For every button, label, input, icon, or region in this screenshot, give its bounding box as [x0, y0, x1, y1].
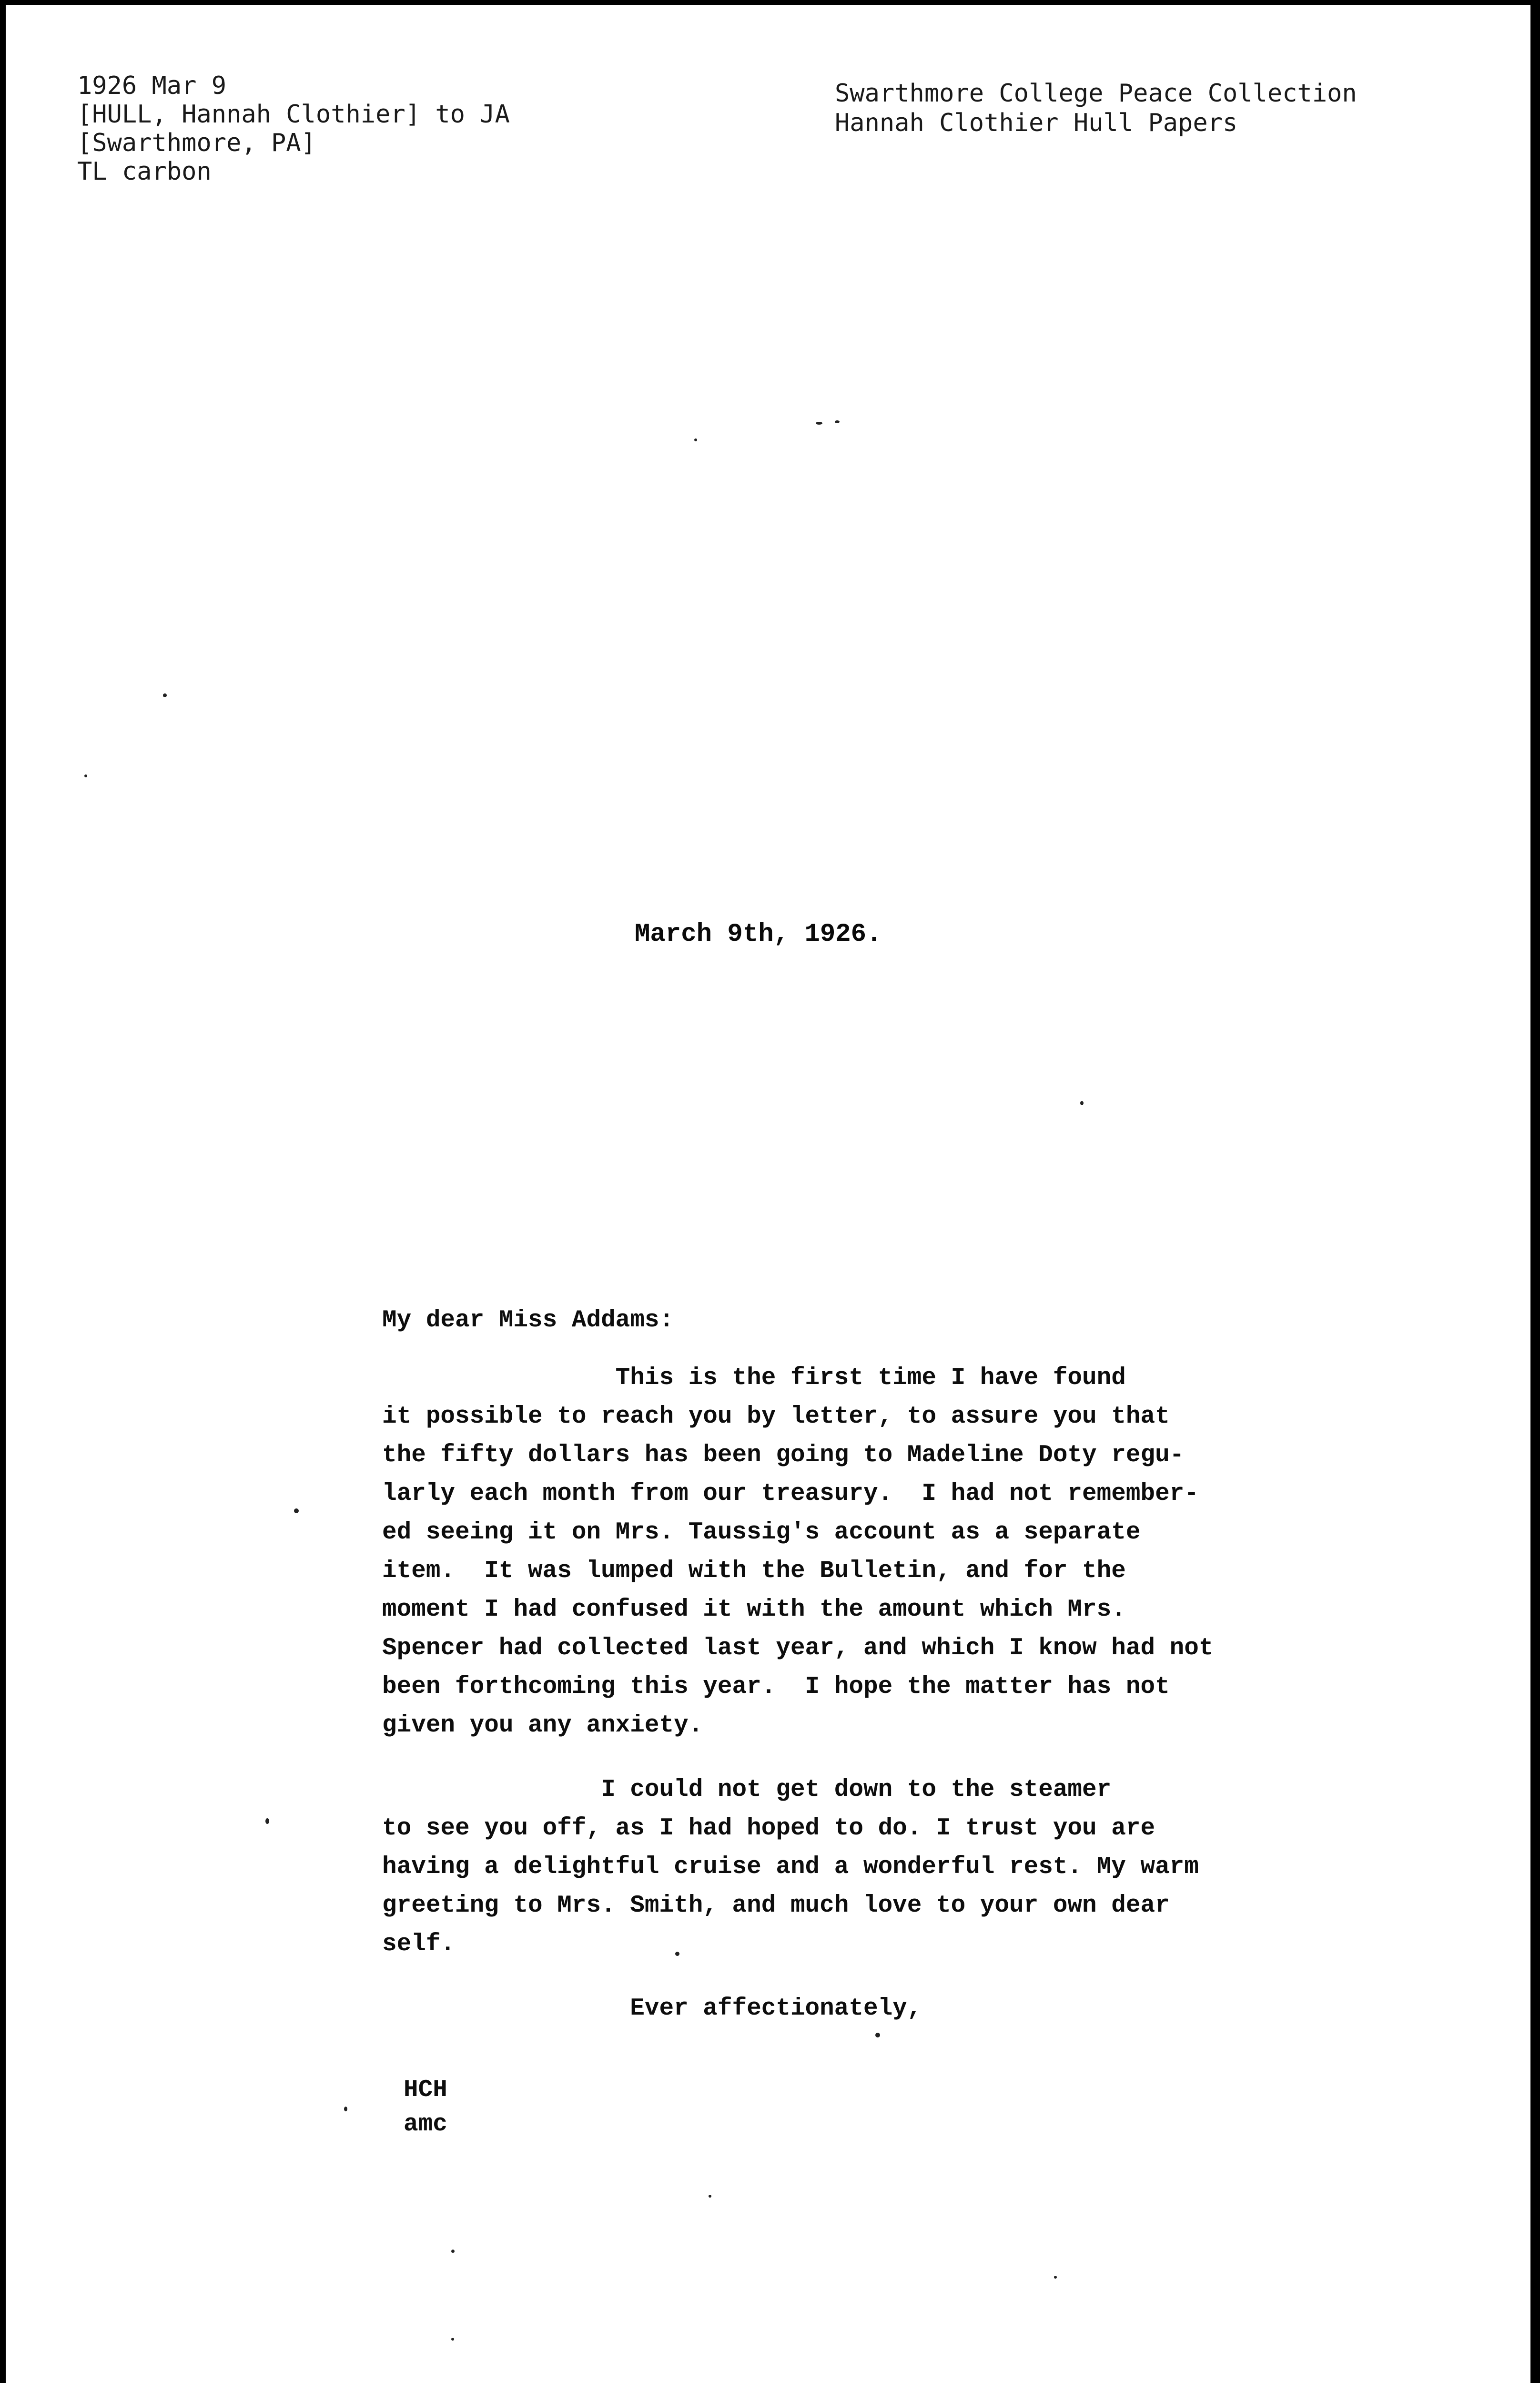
scan-speck: [835, 420, 840, 423]
scan-speck: [344, 2107, 347, 2111]
text-line: having a delightful cruise and a wonderful rest. My warm: [382, 1853, 1199, 1881]
header-collection-line: Swarthmore College Peace Collection: [835, 79, 1357, 108]
scan-speck: [451, 2250, 455, 2253]
scan-speck: [84, 774, 87, 777]
scan-speck: [675, 1952, 679, 1956]
text-line: given you any anxiety.: [382, 1712, 703, 1739]
scan-speck: [1080, 1101, 1084, 1105]
text-line: This is the first time I have found: [382, 1365, 1126, 1392]
paragraph-1: [382, 1359, 1287, 1745]
archive-header-left: [77, 71, 510, 186]
text-line: self.: [382, 1931, 456, 1958]
paragraph-2: [382, 1771, 1287, 1964]
author-initials: HCH: [404, 2077, 447, 2104]
text-line: moment I had confused it with the amount which Mrs.: [382, 1596, 1126, 1623]
header-papers-line: Hannah Clothier Hull Papers: [835, 109, 1238, 137]
scan-speck: [265, 1818, 269, 1824]
initials-block: [404, 2073, 447, 2142]
text-line: Spencer had collected last year, and which I know had not: [382, 1635, 1214, 1662]
scan-speck: [709, 2195, 711, 2198]
text-line: item. It was lumped with the Bulletin, and for the: [382, 1558, 1126, 1585]
text-line: to see you off, as I had hoped to do. I trust you are: [382, 1815, 1155, 1842]
text-line: I could not get down to the steamer: [382, 1776, 1112, 1803]
scan-speck: [816, 422, 822, 425]
scan-speck: [451, 2338, 454, 2341]
scan-speck: [1054, 2276, 1057, 2279]
document-page: [6, 5, 1530, 2383]
closing: Ever affectionately,: [382, 1995, 922, 2022]
text-line: the fifty dollars has been going to Madeline Doty regu-: [382, 1442, 1185, 1469]
text-line: it possible to reach you by letter, to assure you that: [382, 1403, 1170, 1430]
letter-date: March 9th, 1926.: [635, 920, 882, 949]
header-date-line: 1926 Mar 9: [77, 71, 227, 100]
scan-speck: [294, 1508, 299, 1513]
typist-initials: amc: [404, 2111, 447, 2138]
header-author-line: [HULL, Hannah Clothier] to JA: [77, 100, 510, 129]
scan-speck: [163, 693, 167, 697]
header-place-line: [Swarthmore, PA]: [77, 129, 316, 157]
archive-header-right: [835, 79, 1357, 138]
letter-body: [382, 1301, 1287, 2028]
text-line: ed seeing it on Mrs. Taussig's account as a separate: [382, 1519, 1141, 1546]
header-type-line: TL carbon: [77, 157, 212, 186]
scan-speck: [875, 2033, 880, 2037]
scan-speck: [694, 438, 697, 441]
text-line: been forthcoming this year. I hope the matter has not: [382, 1673, 1170, 1701]
text-line: larly each month from our treasury. I had not remember-: [382, 1480, 1199, 1507]
text-line: greeting to Mrs. Smith, and much love to your own dear: [382, 1892, 1170, 1919]
salutation: My dear Miss Addams:: [382, 1307, 674, 1334]
